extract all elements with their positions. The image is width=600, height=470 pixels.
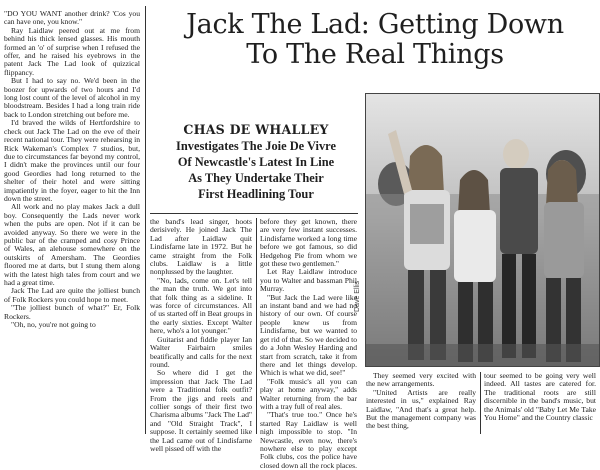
paragraph: before they get known, there are very few instant successes. Lindisfarne worked a long time before we got famous, so did Hedgehog Pie from whom we got these two gentlemen." bbox=[260, 217, 357, 269]
article-column-5 bbox=[484, 372, 596, 434]
paragraph: I'd braved the wilds of Hertfordshire to check out Jack The Lad on the eve of their recent national tour. They were rehearsing in Rick Wakeman's Complex 7 studios, but, due to circumstances far beyond my control, I didn't make the provinces until our four good Geordies had long returned to the shelter of their hotel and were sitting impatiently in the foyer, eager to hit the Inn down the street. bbox=[4, 118, 140, 203]
paragraph: Guitarist and fiddle player Ian Walter Fairbairn smiles beatifically and calls for the next round. bbox=[150, 334, 252, 369]
column-divider bbox=[480, 372, 481, 434]
column-divider bbox=[145, 6, 146, 434]
paragraph: the band's lead singer, hoots derisively. He joined Jack The Lad after Laidlaw quit Lindisfarne late in 1972. But he came straight from the Folk clubs. Laidlaw is a little nonplussed by the laughter. bbox=[150, 217, 252, 277]
paragraph: "That's true too." Once he's started Ray Laidlaw is well nigh impossible to stop. "In Newcastle, even now, there's nowhere else to play except Folk clubs, cos the police have closed down all the rock places. bbox=[260, 410, 357, 470]
article-column-1 bbox=[4, 10, 140, 434]
paragraph: "United Artists are really interested in us," explained Ray Laidlaw, "And that's a great help. But the management company was the best thing, bbox=[366, 387, 476, 431]
column-3-text bbox=[260, 218, 357, 470]
standfirst-line: As They Undertake Their bbox=[188, 171, 324, 185]
paragraph: "DO YOU WANT another drink? 'Cos you can have one, you know." bbox=[4, 9, 140, 27]
paragraph: "But Jack the Lad were like an instant band and we had no history of our own. Of course people knew us from Lindisfarne, but we wanted to get rid of that. So we decided to do a John Wesley Harding and start from scratch, take it from there and let things develop. Which is what we did, see!" bbox=[260, 292, 358, 378]
standfirst-line: Of Newcastle's Latest In Line bbox=[177, 155, 335, 169]
headline-line-2: To The Real Things bbox=[246, 39, 504, 70]
byline: CHAS DE WHALLEY bbox=[183, 122, 329, 137]
band-photo bbox=[365, 93, 600, 367]
column-divider bbox=[256, 218, 257, 434]
band-photo-image bbox=[366, 94, 599, 366]
column-5-text bbox=[484, 372, 596, 422]
article-column-4 bbox=[366, 372, 476, 434]
paragraph: But I had to say no. We'd been in the boozer for upwards of two hours and I'd long lost count of the level of alcohol in my bloodstream. Besides I had a long train ride back to London stretching out before me. bbox=[4, 76, 140, 119]
paragraph: So where did I get the impression that Jack The Lad were a Traditional folk outfit? From the jigs and reels and collier songs of their first two Charisma albums "Jack The Lad" and "Old Straight Track", I suppose. It certainly seemed like the Lad came out of Lindisfarne well pissed off with the bbox=[150, 368, 252, 453]
standfirst-line: First Headlining Tour bbox=[198, 187, 314, 201]
standfirst-line: Investigates The Joie De Vivre bbox=[176, 139, 336, 153]
column-2-text bbox=[150, 218, 252, 453]
paragraph: tour seemed to be going very well indeed. All tastes are catered for. The traditional roots are still discernible in the band's music, but the Animals' old "Baby Let Me Take You Home" and the Country classic bbox=[484, 371, 596, 423]
headline bbox=[152, 10, 598, 70]
standfirst-rule bbox=[150, 213, 358, 214]
paragraph: They seemed very excited with the new arrangements. bbox=[366, 371, 476, 389]
column-4-text bbox=[366, 372, 476, 431]
photo-credit: Dave Ellis bbox=[354, 280, 361, 312]
column-1-text bbox=[4, 10, 140, 329]
paragraph: All work and no play makes Jack a dull boy. Consequently the Lads never work when the pubs are open. Not if it can be avoided anyway. So there we were in the public bar of the cramped and cosy Prince of Wales, an alehouse somewhere on the outskirts of Amersham. The Geordies floored me at darts, but I stung them along with the latest high tales from court and we had a great time. bbox=[4, 202, 140, 287]
paragraph: "No, lads, come on. Let's tell the man the truth. We got into that folk thing as a sideline. It was force of circumstances. All of us started off in Beat groups in the early sixties. Except Walter here, who's a lot younger." bbox=[150, 275, 252, 336]
paragraph: "The jolliest bunch of what?" Er, Folk Rockers. bbox=[4, 303, 140, 321]
paragraph: Jack The Lad are quite the jolliest bunch of Folk Rockers you could hope to meet. bbox=[4, 286, 140, 304]
paragraph: Ray Laidlaw peered out at me from behind his thick lensed glasses. His mouth formed an 'o' of surprise when I refused the offer, and he raised his eyebrows in the patent Jack The Lad look of quizzical flippancy. bbox=[4, 25, 140, 77]
paragraph: Let Ray Laidlaw introduce you to Walter and bassman Phil Murray. bbox=[260, 267, 357, 294]
paragraph: "Folk music's all you can play at home anyway," adds Walter returning from the bar with a tray full of real ales. bbox=[260, 376, 357, 411]
standfirst bbox=[156, 138, 356, 202]
headline-line-1: Jack The Lad: Getting Down bbox=[186, 9, 564, 40]
article-column-2 bbox=[150, 217, 252, 453]
paragraph: "Oh, no, you're not going to bbox=[11, 320, 96, 330]
